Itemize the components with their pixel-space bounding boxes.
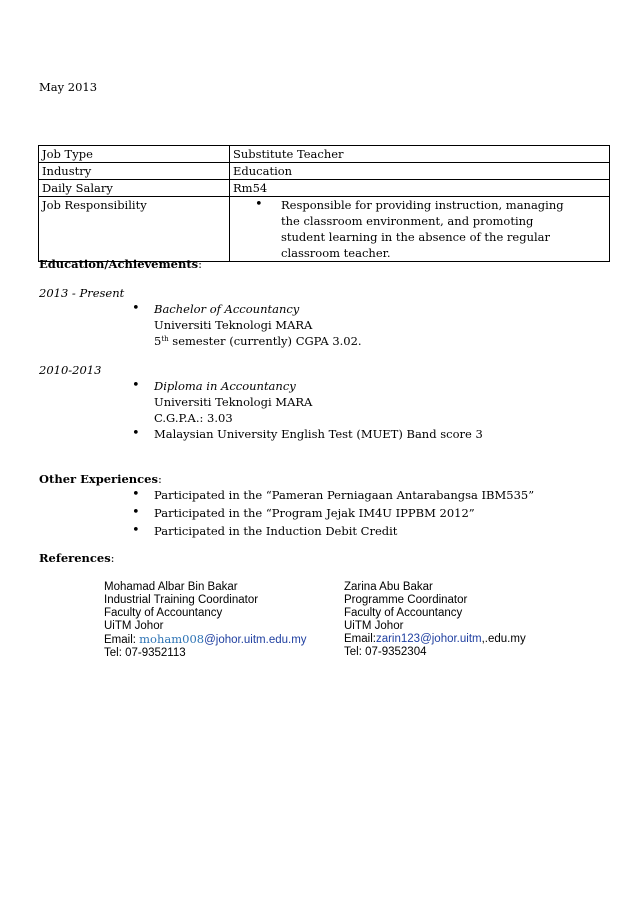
bullet-icon: • bbox=[255, 197, 263, 212]
cgpa: C.G.P.A.: 3.03 bbox=[154, 411, 233, 425]
daily-salary-label: Daily Salary bbox=[39, 180, 230, 197]
responsibility-text: Responsible for providing instruction, managing the classroom environment, and promoting student learning in the absence of the regular classroom teacher. bbox=[281, 198, 564, 260]
institution: Universiti Teknologi MARA bbox=[154, 318, 313, 332]
reference-email: Email: moham008@johor.uitm.edu.my bbox=[104, 632, 307, 646]
education-period-1: 2013 - Present bbox=[39, 286, 125, 300]
reference-faculty: Faculty of Accountancy bbox=[104, 607, 223, 619]
job-responsibility-cell bbox=[230, 197, 610, 262]
bullet-icon: • bbox=[132, 426, 140, 441]
experiences-heading: Other Experiences: bbox=[39, 472, 162, 486]
bullet-icon: • bbox=[132, 505, 140, 520]
degree-title: Bachelor of Accountancy bbox=[154, 302, 300, 316]
list-item: • Participated in the Induction Debit Credit bbox=[132, 523, 398, 538]
reference-name: Zarina Abu Bakar bbox=[344, 581, 433, 593]
education-heading: Education/Achievements: bbox=[39, 257, 203, 271]
list-item bbox=[132, 378, 483, 394]
reference-1 bbox=[104, 581, 307, 660]
list-item bbox=[132, 301, 362, 317]
table-row bbox=[39, 146, 610, 163]
list-item: • Participated in the “Program Jejak IM4U IPPBM 2012” bbox=[132, 505, 475, 520]
education-period-2: 2010-2013 bbox=[39, 363, 102, 377]
education-list-2 bbox=[132, 378, 483, 442]
list-item bbox=[255, 197, 566, 261]
job-responsibility-label: Job Responsibility bbox=[39, 197, 230, 262]
list-item bbox=[132, 426, 483, 442]
reference-name: Mohamad Albar Bin Bakar bbox=[104, 581, 238, 593]
reference-campus: UiTM Johor bbox=[104, 620, 164, 632]
reference-campus: UiTM Johor bbox=[344, 620, 404, 632]
reference-title: Industrial Training Coordinator bbox=[104, 594, 259, 606]
bullet-icon: • bbox=[132, 301, 140, 316]
reference-2 bbox=[344, 581, 526, 659]
education-list-1 bbox=[132, 301, 362, 349]
reference-email: Email:zarin123@johor.uitm,.edu.my bbox=[344, 633, 526, 645]
reference-faculty: Faculty of Accountancy bbox=[344, 607, 463, 619]
diploma-title: Diploma in Accountancy bbox=[154, 379, 296, 393]
list-item: • Participated in the “Pameran Perniagaan Antarabangsa IBM535” bbox=[132, 487, 535, 502]
daily-salary-value: Rm54 bbox=[230, 180, 610, 197]
table-row bbox=[39, 163, 610, 180]
email-link[interactable]: zarin123@johor.uitm bbox=[375, 633, 482, 645]
email-domain[interactable]: @johor.uitm.edu.my bbox=[204, 634, 307, 646]
job-type-label: Job Type bbox=[39, 146, 230, 163]
references-heading: References: bbox=[39, 551, 115, 565]
email-user[interactable]: moham008 bbox=[139, 632, 205, 646]
bullet-icon: • bbox=[132, 378, 140, 393]
bullet-icon: • bbox=[132, 523, 140, 538]
reference-tel: Tel: 07-9352304 bbox=[344, 646, 427, 658]
bullet-icon: • bbox=[132, 487, 140, 502]
reference-tel: Tel: 07-9352113 bbox=[104, 647, 186, 659]
semester-cgpa: 5th semester (currently) CGPA 3.02. bbox=[154, 334, 362, 348]
job-table bbox=[38, 145, 610, 262]
experiences-list bbox=[132, 487, 534, 539]
institution: Universiti Teknologi MARA bbox=[154, 395, 313, 409]
document-date: May 2013 bbox=[39, 80, 98, 94]
reference-title: Programme Coordinator bbox=[344, 594, 468, 606]
table-row bbox=[39, 180, 610, 197]
industry-label: Industry bbox=[39, 163, 230, 180]
muet-score: Malaysian University English Test (MUET) Band score 3 bbox=[154, 427, 483, 441]
table-row bbox=[39, 197, 610, 262]
industry-value: Education bbox=[230, 163, 610, 180]
job-type-value: Substitute Teacher bbox=[230, 146, 610, 163]
